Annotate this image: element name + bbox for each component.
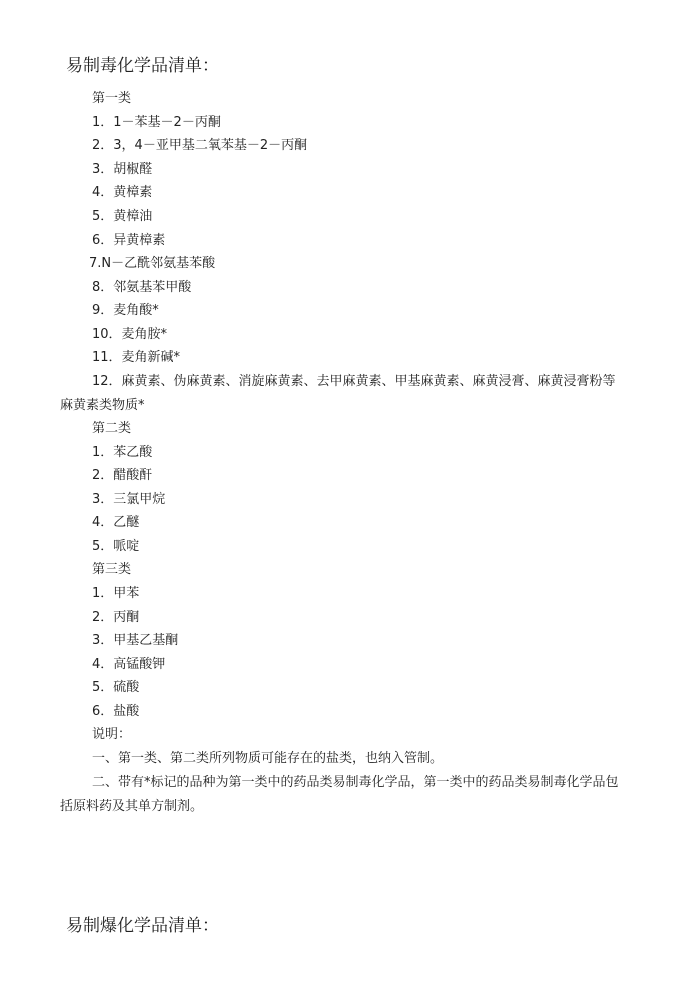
note-2-line-1: 二、带有*标记的品种为第一类中的药品类易制毒化学品，第一类中的药品类易制毒化学品包 xyxy=(92,775,619,790)
list-item: 11．麦角新碱* xyxy=(92,350,181,365)
list-item: 5．哌啶 xyxy=(92,539,140,554)
list-item: 10．麦角胺* xyxy=(92,327,168,342)
list-item-12-line-2: 麻黄素类物质* xyxy=(60,398,145,413)
list-item: 7.N－乙酰邻氨基苯酸 xyxy=(89,256,216,271)
list-item-12 xyxy=(60,370,640,418)
list-item-12-line-1: 12．麻黄素、伪麻黄素、消旋麻黄素、去甲麻黄素、甲基麻黄素、麻黄浸膏、麻黄浸膏粉等 xyxy=(92,374,616,389)
list-item: 2．丙酮 xyxy=(92,610,140,625)
list-item: 6．异黄樟素 xyxy=(92,233,166,248)
note-2-line-2: 括原料药及其单方制剂。 xyxy=(60,799,204,814)
explosive-list-title: 易制爆化学品清单： xyxy=(66,916,219,936)
list-item: 5．黄樟油 xyxy=(92,209,153,224)
category-3-heading: 第三类 xyxy=(92,562,132,577)
list-item: 9．麦角酸* xyxy=(92,303,159,318)
list-item: 3．三氯甲烷 xyxy=(92,492,166,507)
list-item: 6．盐酸 xyxy=(92,704,140,719)
list-item: 3．甲基乙基酮 xyxy=(92,633,179,648)
list-item: 8．邻氨基苯甲酸 xyxy=(92,280,192,295)
list-item: 1．1－苯基－2－丙酮 xyxy=(92,115,221,130)
category-2-heading: 第二类 xyxy=(92,421,132,436)
notes-heading: 说明： xyxy=(92,727,132,742)
list-item: 4．黄樟素 xyxy=(92,185,153,200)
list-item: 1．苯乙酸 xyxy=(92,445,153,460)
list-item: 1．甲苯 xyxy=(92,586,140,601)
precursor-list-title: 易制毒化学品清单： xyxy=(66,56,219,76)
list-item: 4．乙醚 xyxy=(92,515,140,530)
note-1: 一、第一类、第二类所列物质可能存在的盐类，也纳入管制。 xyxy=(92,751,444,766)
list-item: 3．胡椒醛 xyxy=(92,162,153,177)
list-item: 4．高锰酸钾 xyxy=(92,657,166,672)
list-item: 2．3，4－亚甲基二氧苯基－2－丙酮 xyxy=(92,138,308,153)
list-item: 5．硫酸 xyxy=(92,680,140,695)
note-2 xyxy=(60,771,640,819)
list-item: 2．醋酸酐 xyxy=(92,468,153,483)
category-1-heading: 第一类 xyxy=(92,91,132,106)
